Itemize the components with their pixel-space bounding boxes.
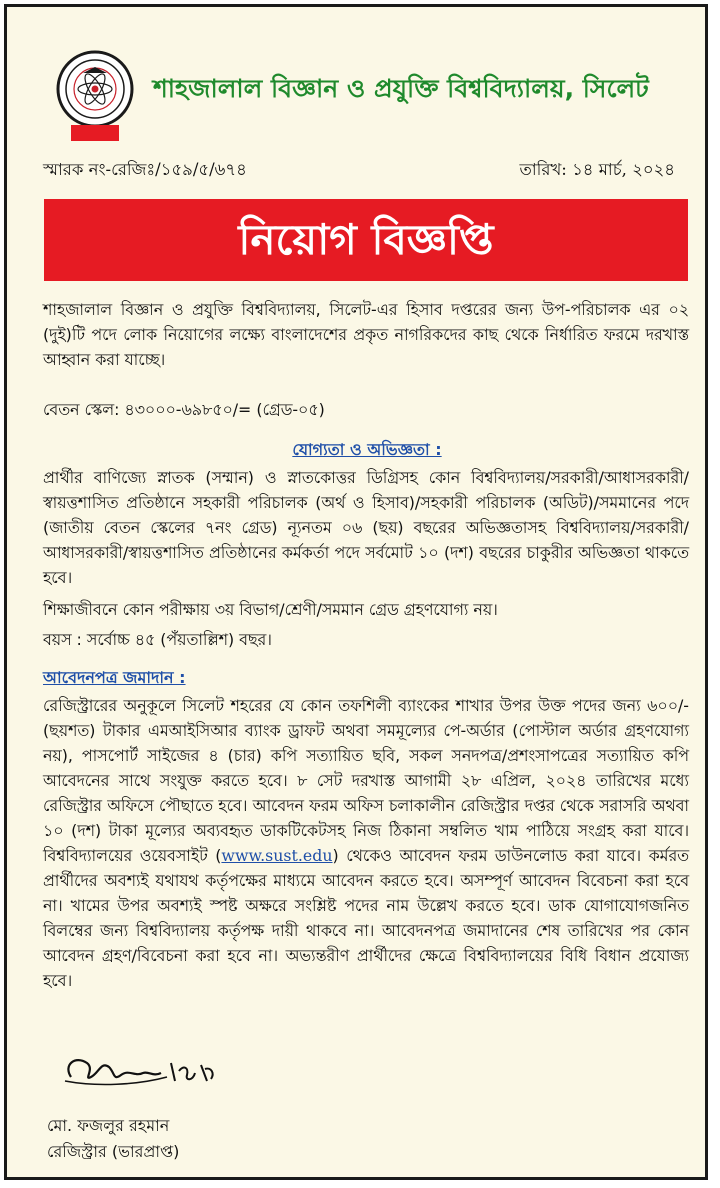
- application-text-part1: রেজিস্ট্রারের অনুকূলে সিলেট শহরের যে কোন তফশিলী ব্যাংকের শাখার উপর উক্ত পদের জন্য ৬০০/- (ছয়শত) টাকার এমআইসিআর ব্যাংক ড্রাফট অথবা সমমূল্যের পে-অর্ডার (পোস্টাল অর্ডার গ্রহণযোগ্য নয়), পাসপোর্ট সাইজের ৪ (চার) কপি সত্যায়িত ছবি, সকল সনদপত্র/প্রশংসাপত্রের সত্যায়িত কপি আবেদনের সাথে সংযুক্ত করতে হবে। ৮ সেট দরখাস্ত আগামী ২৮ এপ্রিল, ২০২৪ তারিখের মধ্যে রেজিস্ট্রার অফিসে পৌছাতে হবে। আবেদন ফরম অফিস চলাকালীন রেজিস্ট্রার দপ্তর থেকে সরাসরি অথবা ১০ (দশ) টাকা মূল্যের অব্যবহৃত ডাকটিকেটসহ নিজ ঠিকানা সম্বলিত খাম পাঠিয়ে সংগ্রহ করা যাবে। বিশ্ববিদ্যালয়ের ওয়েবসাইট (: [43, 696, 689, 865]
- signatory-name: মো. ফজলুর রহমান: [47, 1116, 170, 1135]
- website-link[interactable]: www.sust.edu: [221, 846, 333, 865]
- university-name: শাহজালাল বিজ্ঞান ও প্রযুক্তি বিশ্ববিদ্যালয়, সিলেট: [153, 74, 649, 103]
- qualification-heading: যোগ্যতা ও অভিজ্ঞতা :: [292, 440, 442, 459]
- application-text: [43, 693, 689, 993]
- qualification-heading-wrap: [7, 437, 720, 464]
- notice-title: নিয়োগ বিজ্ঞপ্তি: [238, 215, 494, 264]
- age-limit: বয়স : সর্বোচ্চ ৪৫ (পঁয়তাল্লিশ) বছর।: [43, 630, 272, 649]
- notice-page: [4, 4, 708, 1180]
- application-heading: আবেদনপত্র জমাদান :: [43, 668, 186, 687]
- intro-paragraph: শাহজালাল বিজ্ঞান ও প্রযুক্তি বিশ্ববিদ্যালয়, সিলেট-এর হিসাব দপ্তরের জন্য উপ-পরিচালক এর ০২ (দুই)টি পদে লোক নিয়োগের লক্ষ্যে বাংলাদেশের প্রকৃত নাগরিকদের কাছ থেকে নির্ধারিত ফরমে দরখাস্ত আহ্বান করা যাচ্ছে।: [43, 300, 689, 369]
- memo-number: স্মারক নং-রেজিঃ/১৫৯/৫/৬৭৪: [43, 160, 247, 179]
- salary-scale: বেতন স্কেল: ৪৩০০০-৬৯৮৫০/= (গ্রেড-০৫): [43, 400, 325, 419]
- title-banner: [44, 199, 688, 281]
- university-seal-icon: [51, 49, 139, 145]
- qualification-text: প্রার্থীর বাণিজ্যে স্নাতক (সম্মান) ও স্নাতকোত্তর ডিগ্রিসহ কোন বিশ্ববিদ্যালয়/সরকারী/আধাসরকারী/স্বায়ত্তশাসিত প্রতিষ্ঠানে সহকারী পরিচালক (অর্থ ও হিসাব)/সহকারী পরিচালক (অডিট)/সমমানের পদে (জাতীয় বেতন স্কেলের ৭নং গ্রেড) ন্যূনতম ০৬ (ছয়) বছরের অভিজ্ঞতাসহ বিশ্ববিদ্যালয়/সরকারী/আধাসরকারী/স্বায়ত্তশাসিত প্রতিষ্ঠানের কর্মকর্তা পদে সর্বমোট ১০ (দশ) বছরের চাকুরীর অভিজ্ঞতা থাকতে হবে।: [43, 468, 689, 587]
- grade-note: শিক্ষাজীবনে কোন পরীক্ষায় ৩য় বিভাগ/শ্রেণী/সমমান গ্রেড গ্রহণযোগ্য নয়।: [43, 600, 498, 619]
- signatory-title: রেজিস্ট্রার (ভারপ্রাপ্ত): [47, 1142, 180, 1161]
- handwritten-signature-icon: [57, 1047, 257, 1095]
- application-text-part2: ) থেকেও আবেদন ফরম ডাউনলোড করা যাবে। কর্মরত প্রার্থীদের অবশ্যই যথাযথ কর্তৃপক্ষের মাধ্যমে আবেদন করতে হবে। অসম্পূর্ণ আবেদন বিবেচনা করা হবে না। খামের উপর অবশ্যই স্পষ্ট অক্ষরে সংশ্লিষ্ট পদের নাম উল্লেখ করতে হবে। ডাক যোগাযোগজনিত বিলম্বের জন্য বিশ্ববিদ্যালয় কর্তৃপক্ষ দায়ী থাকবে না। আবেদনপত্র জমাদানের শেষ তারিখের পর কোন আবেদন গ্রহণ/বিবেচনা করা হবে না। অভ্যন্তরীণ প্রার্থীদের ক্ষেত্রে বিশ্ববিদ্যালয়ের বিধি বিধান প্রযোজ্য হবে।: [43, 846, 689, 990]
- notice-date: তারিখ: ১৪ মার্চ, ২০২৪: [519, 160, 675, 179]
